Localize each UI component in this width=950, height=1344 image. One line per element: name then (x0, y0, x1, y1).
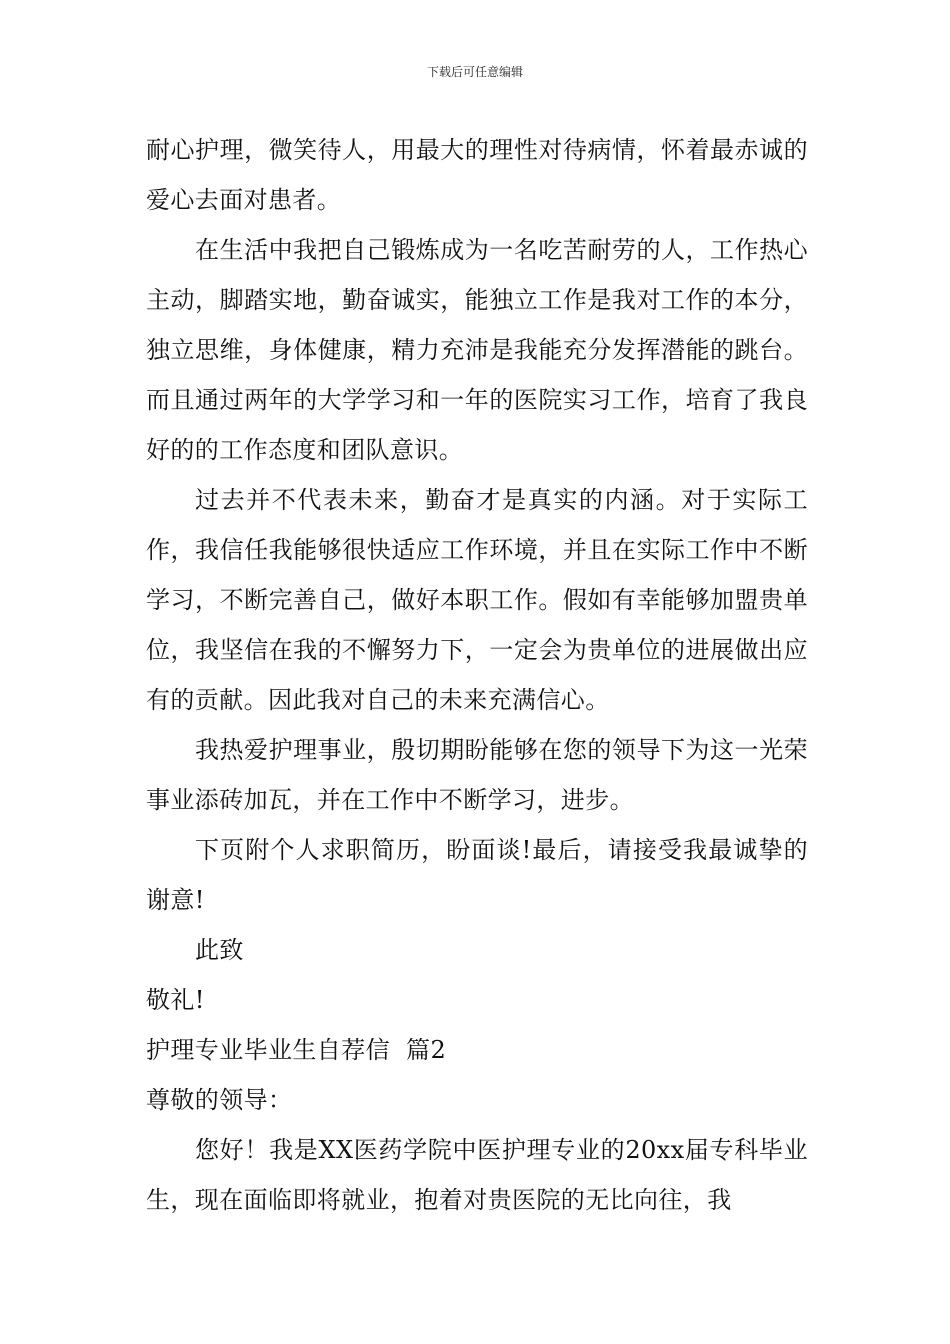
document-body (146, 125, 808, 1225)
closing-salutation: 此致 (195, 936, 244, 964)
paragraph-resume-attached: 下页附个人求职简历，盼面谈!最后，请接受我最诚挚的谢意! (146, 836, 808, 914)
paragraph-continuation: 耐心护理，微笑待人，用最大的理性对待病情，怀着最赤诚的爱心去面对患者。 (146, 136, 808, 214)
paragraph-future: 过去并不代表未来，勤奋才是真实的内涵。对于实际工作，我信任我能够很快适应工作环境，并且在实际工作中不断学习，不断完善自己，做好本职工作。假如有幸能够加盟贵单位，我坚信在我的不懈努力下，一定会为贵单位的进展做出应有的贡献。因此我对自己的未来充满信心。 (146, 486, 808, 714)
page-header-note: 下载后可任意编辑 (426, 65, 523, 79)
section-title: 护理专业毕业生自荐信 篇2 (146, 1036, 447, 1064)
paragraph-nursing-career: 我热爱护理事业，殷切期盼能够在您的领导下为这一光荣事业添砖加瓦，并在工作中不断学习，进步。 (146, 736, 808, 814)
letter-greeting: 尊敬的领导： (146, 1086, 293, 1114)
closing-regards: 敬礼! (146, 986, 205, 1014)
paragraph-opening: 您好！我是XX医药学院中医护理专业的20xx届专科毕业生，现在面临即将就业，抱着对贵医院的无比向往，我 (146, 1136, 808, 1214)
paragraph-life-work: 在生活中我把自己锻炼成为一名吃苦耐劳的人，工作热心主动，脚踏实地，勤奋诚实，能独立工作是我对工作的本分，独立思维，身体健康，精力充沛是我能充分发挥潜能的跳台。而且通过两年的大学学习和一年的医院实习工作，培育了我良好的的工作态度和团队意识。 (146, 236, 808, 464)
